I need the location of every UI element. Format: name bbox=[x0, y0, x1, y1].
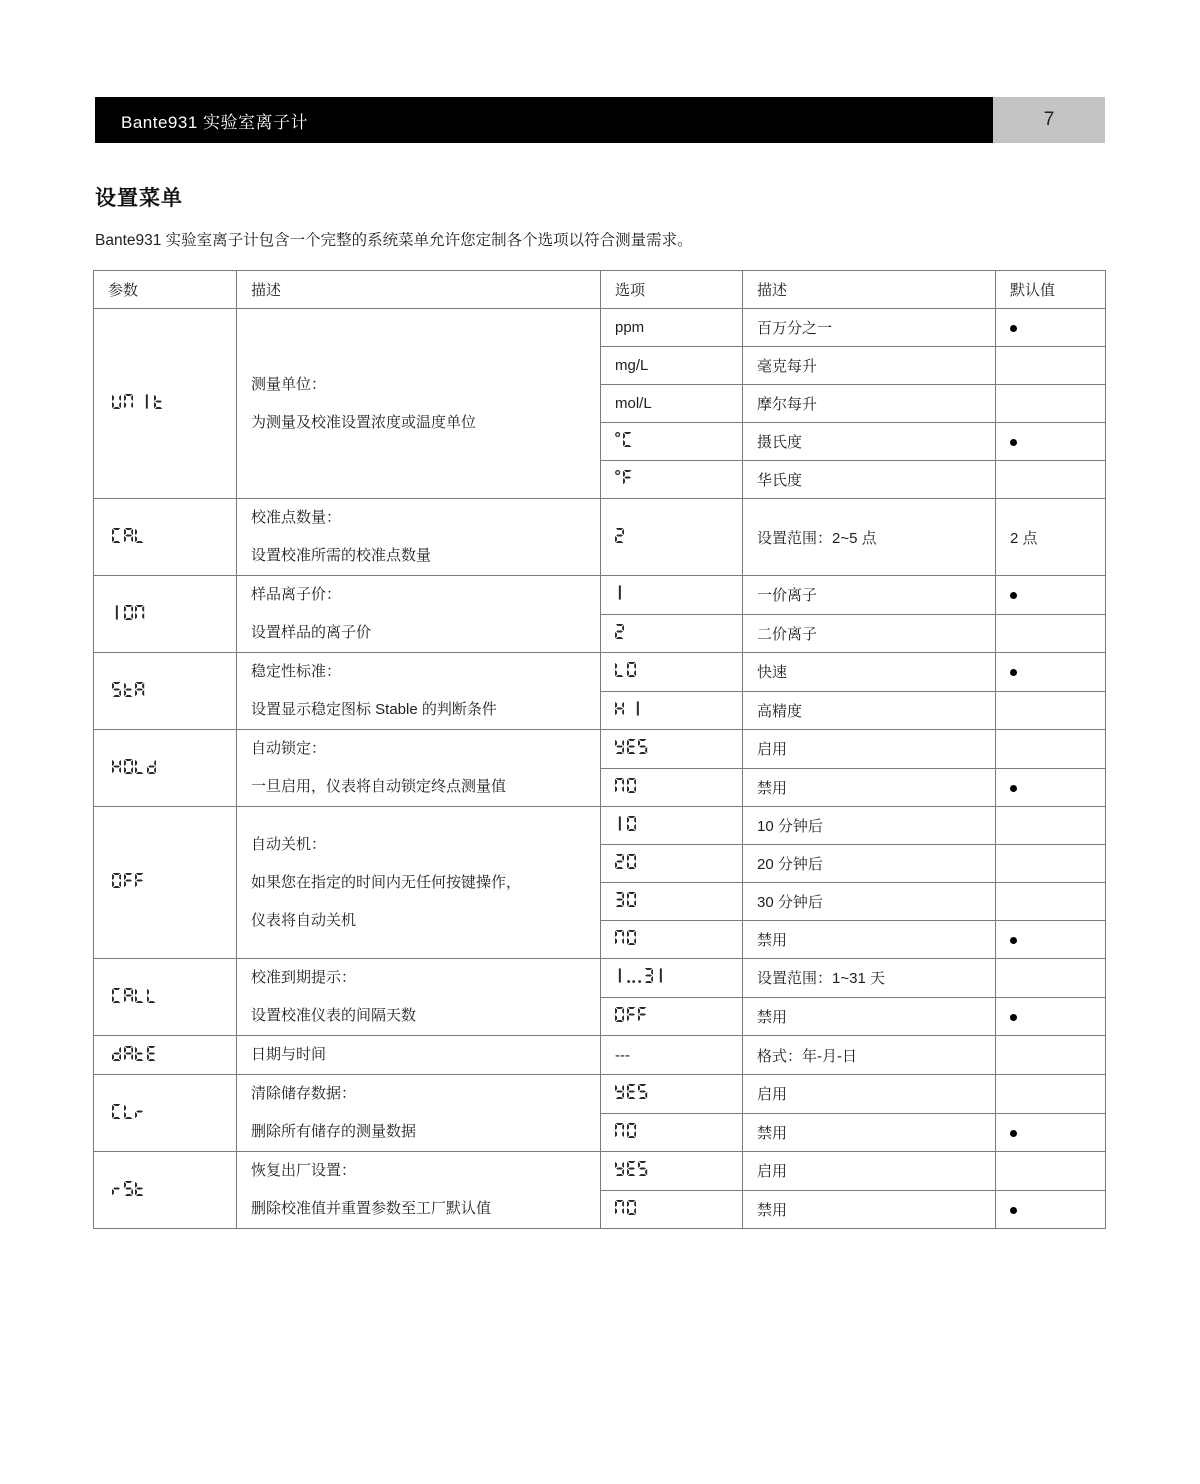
lcd-text bbox=[615, 739, 648, 754]
option-description: 30 分钟后 bbox=[743, 883, 996, 921]
col-header-option: 选项 bbox=[601, 271, 743, 309]
table-row bbox=[94, 1036, 1106, 1075]
option-value bbox=[601, 1190, 743, 1229]
table-row bbox=[94, 1152, 1106, 1191]
default-cell: 2 点 bbox=[996, 499, 1106, 576]
lcd-text bbox=[615, 1200, 636, 1215]
option-value bbox=[601, 1113, 743, 1152]
lcd-text bbox=[615, 585, 624, 600]
param-description bbox=[237, 653, 601, 730]
description-line: 自动锁定： bbox=[251, 740, 327, 757]
header-title: Bante931 实验室离子计 bbox=[95, 97, 993, 143]
lcd-text bbox=[615, 701, 643, 716]
option-description: 二价离子 bbox=[743, 614, 996, 653]
lcd-text bbox=[615, 1161, 648, 1176]
option-description: 禁用 bbox=[743, 921, 996, 959]
table-row bbox=[94, 653, 1106, 692]
param-cell-hold bbox=[94, 730, 237, 807]
default-cell bbox=[996, 959, 1106, 998]
lcd-text bbox=[112, 988, 156, 1003]
param-description bbox=[237, 309, 601, 499]
default-cell bbox=[996, 423, 1106, 461]
description-line: 校准点数量： bbox=[251, 509, 342, 526]
option-description: 20 分钟后 bbox=[743, 845, 996, 883]
option-description: 华氏度 bbox=[743, 461, 996, 499]
description-line: 校准到期提示： bbox=[251, 969, 357, 986]
table-row bbox=[94, 499, 1106, 576]
option-description: 高精度 bbox=[743, 691, 996, 730]
option-value bbox=[601, 921, 743, 959]
option-value: mg/L bbox=[601, 347, 743, 385]
lcd-text bbox=[615, 1123, 636, 1138]
param-description bbox=[237, 807, 601, 959]
default-cell bbox=[996, 1152, 1106, 1191]
description-line: 稳定性标准： bbox=[251, 663, 342, 680]
lcd-text bbox=[112, 1181, 145, 1196]
option-description: 设置范围：1~31 天 bbox=[743, 959, 996, 998]
option-description: 快速 bbox=[743, 653, 996, 692]
option-value bbox=[601, 423, 743, 461]
lcd-text bbox=[615, 968, 665, 983]
col-header-parameter: 参数 bbox=[94, 271, 237, 309]
option-value bbox=[601, 997, 743, 1036]
lcd-text bbox=[615, 1084, 648, 1099]
option-value bbox=[601, 499, 743, 576]
option-value: ppm bbox=[601, 309, 743, 347]
default-cell bbox=[996, 653, 1106, 692]
default-cell bbox=[996, 461, 1106, 499]
lcd-text bbox=[615, 432, 632, 447]
default-dot-icon bbox=[1010, 669, 1017, 676]
col-header-default: 默认值 bbox=[996, 271, 1106, 309]
lcd-text bbox=[112, 873, 145, 888]
default-cell bbox=[996, 385, 1106, 423]
option-value bbox=[601, 730, 743, 769]
col-header-description: 描述 bbox=[237, 271, 601, 309]
settings-table-body bbox=[94, 309, 1106, 1229]
option-value bbox=[601, 691, 743, 730]
description-line: 为测量及校准设置浓度或温度单位 bbox=[251, 413, 477, 431]
option-value bbox=[601, 576, 743, 615]
option-value: mol/L bbox=[601, 385, 743, 423]
lcd-text bbox=[615, 528, 624, 543]
param-description bbox=[237, 1075, 601, 1152]
param-cell-off bbox=[94, 807, 237, 959]
param-description bbox=[237, 959, 601, 1036]
option-description: 10 分钟后 bbox=[743, 807, 996, 845]
description-line: 清除储存数据： bbox=[251, 1085, 357, 1102]
option-description: 禁用 bbox=[743, 1113, 996, 1152]
description-line: 样品离子价： bbox=[251, 586, 342, 603]
default-cell bbox=[996, 1075, 1106, 1114]
description-line: 如果您在指定的时间内无任何按键操作， bbox=[251, 873, 522, 891]
default-cell bbox=[996, 807, 1106, 845]
default-dot-icon bbox=[1010, 592, 1017, 599]
default-cell bbox=[996, 1113, 1106, 1152]
param-cell-call bbox=[94, 959, 237, 1036]
default-cell bbox=[996, 883, 1106, 921]
option-value bbox=[601, 614, 743, 653]
option-value bbox=[601, 461, 743, 499]
default-dot-icon bbox=[1010, 1130, 1017, 1137]
param-description bbox=[237, 730, 601, 807]
description-line: 仪表将自动关机 bbox=[251, 911, 357, 929]
option-description: 启用 bbox=[743, 730, 996, 769]
section-title: 设置菜单 bbox=[95, 187, 183, 210]
option-value bbox=[601, 959, 743, 998]
table-row bbox=[94, 959, 1106, 998]
option-value: --- bbox=[601, 1036, 743, 1075]
default-cell bbox=[996, 768, 1106, 807]
lcd-text bbox=[615, 624, 624, 639]
lcd-text bbox=[615, 854, 636, 869]
table-row bbox=[94, 807, 1106, 845]
param-cell-unit bbox=[94, 309, 237, 499]
default-dot-icon bbox=[1010, 325, 1017, 332]
option-description: 禁用 bbox=[743, 768, 996, 807]
default-cell bbox=[996, 614, 1106, 653]
option-description: 摩尔每升 bbox=[743, 385, 996, 423]
lcd-text bbox=[615, 816, 636, 831]
intro-paragraph: Bante931 实验室离子计包含一个完整的系统菜单允许您定制各个选项以符合测量需求。 bbox=[95, 232, 693, 249]
description-line: 自动关机： bbox=[251, 835, 327, 853]
page-number: 7 bbox=[993, 97, 1105, 143]
option-value bbox=[601, 1075, 743, 1114]
option-description: 启用 bbox=[743, 1075, 996, 1114]
default-cell bbox=[996, 309, 1106, 347]
option-description: 格式：年-月-日 bbox=[743, 1036, 996, 1075]
lcd-text bbox=[112, 1104, 145, 1119]
lcd-text bbox=[112, 682, 145, 697]
description-line: 删除所有储存的测量数据 bbox=[251, 1123, 417, 1140]
option-value bbox=[601, 653, 743, 692]
option-description: 启用 bbox=[743, 1152, 996, 1191]
default-cell bbox=[996, 921, 1106, 959]
lcd-text bbox=[615, 470, 632, 485]
table-row bbox=[94, 309, 1106, 347]
lcd-text bbox=[112, 394, 163, 409]
default-cell bbox=[996, 1036, 1106, 1075]
param-description bbox=[237, 499, 601, 576]
lcd-text bbox=[112, 759, 156, 774]
lcd-text bbox=[615, 778, 636, 793]
lcd-text bbox=[615, 892, 636, 907]
lcd-text bbox=[615, 930, 636, 945]
default-cell bbox=[996, 576, 1106, 615]
option-value bbox=[601, 807, 743, 845]
option-value bbox=[601, 883, 743, 921]
lcd-text bbox=[112, 528, 145, 543]
table-row bbox=[94, 730, 1106, 769]
default-cell bbox=[996, 347, 1106, 385]
default-dot-icon bbox=[1010, 1207, 1017, 1214]
lcd-text bbox=[112, 1046, 156, 1061]
param-description bbox=[237, 1036, 601, 1075]
description-line: 日期与时间 bbox=[251, 1046, 327, 1063]
param-cell-clr bbox=[94, 1075, 237, 1152]
table-row bbox=[94, 576, 1106, 615]
option-description: 禁用 bbox=[743, 997, 996, 1036]
param-description bbox=[237, 1152, 601, 1229]
lcd-text bbox=[615, 1007, 648, 1022]
lcd-text bbox=[112, 605, 145, 620]
default-dot-icon bbox=[1010, 439, 1017, 446]
default-dot-icon bbox=[1010, 937, 1017, 944]
table-header-row bbox=[94, 271, 1106, 309]
option-description: 设置范围：2~5 点 bbox=[743, 499, 996, 576]
option-value bbox=[601, 1152, 743, 1191]
option-description: 百万分之一 bbox=[743, 309, 996, 347]
default-dot-icon bbox=[1010, 785, 1017, 792]
option-description: 一价离子 bbox=[743, 576, 996, 615]
param-cell-ion bbox=[94, 576, 237, 653]
param-description bbox=[237, 576, 601, 653]
description-line: 一旦启用，仪表将自动锁定终点测量值 bbox=[251, 778, 507, 795]
param-cell-rst bbox=[94, 1152, 237, 1229]
description-line: 恢复出厂设置： bbox=[251, 1162, 357, 1179]
lcd-text bbox=[615, 662, 636, 677]
description-line: 设置校准仪表的间隔天数 bbox=[251, 1007, 417, 1024]
default-cell bbox=[996, 1190, 1106, 1229]
page-header bbox=[95, 97, 1105, 143]
param-cell-date bbox=[94, 1036, 237, 1075]
description-line: 删除校准值并重置参数至工厂默认值 bbox=[251, 1200, 492, 1217]
default-cell bbox=[996, 691, 1106, 730]
default-cell bbox=[996, 730, 1106, 769]
table-row bbox=[94, 1075, 1106, 1114]
option-description: 摄氏度 bbox=[743, 423, 996, 461]
param-cell-sta bbox=[94, 653, 237, 730]
default-cell bbox=[996, 997, 1106, 1036]
settings-table bbox=[93, 270, 1106, 1229]
description-line: 设置校准所需的校准点数量 bbox=[251, 547, 432, 564]
default-dot-icon bbox=[1010, 1014, 1017, 1021]
default-cell bbox=[996, 845, 1106, 883]
option-description: 禁用 bbox=[743, 1190, 996, 1229]
param-cell-cal bbox=[94, 499, 237, 576]
option-description: 毫克每升 bbox=[743, 347, 996, 385]
description-line: 设置显示稳定图标 Stable 的判断条件 bbox=[251, 701, 497, 718]
description-line: 测量单位： bbox=[251, 375, 327, 393]
col-header-option-description: 描述 bbox=[743, 271, 996, 309]
description-line: 设置样品的离子价 bbox=[251, 624, 372, 641]
option-value bbox=[601, 768, 743, 807]
option-value bbox=[601, 845, 743, 883]
